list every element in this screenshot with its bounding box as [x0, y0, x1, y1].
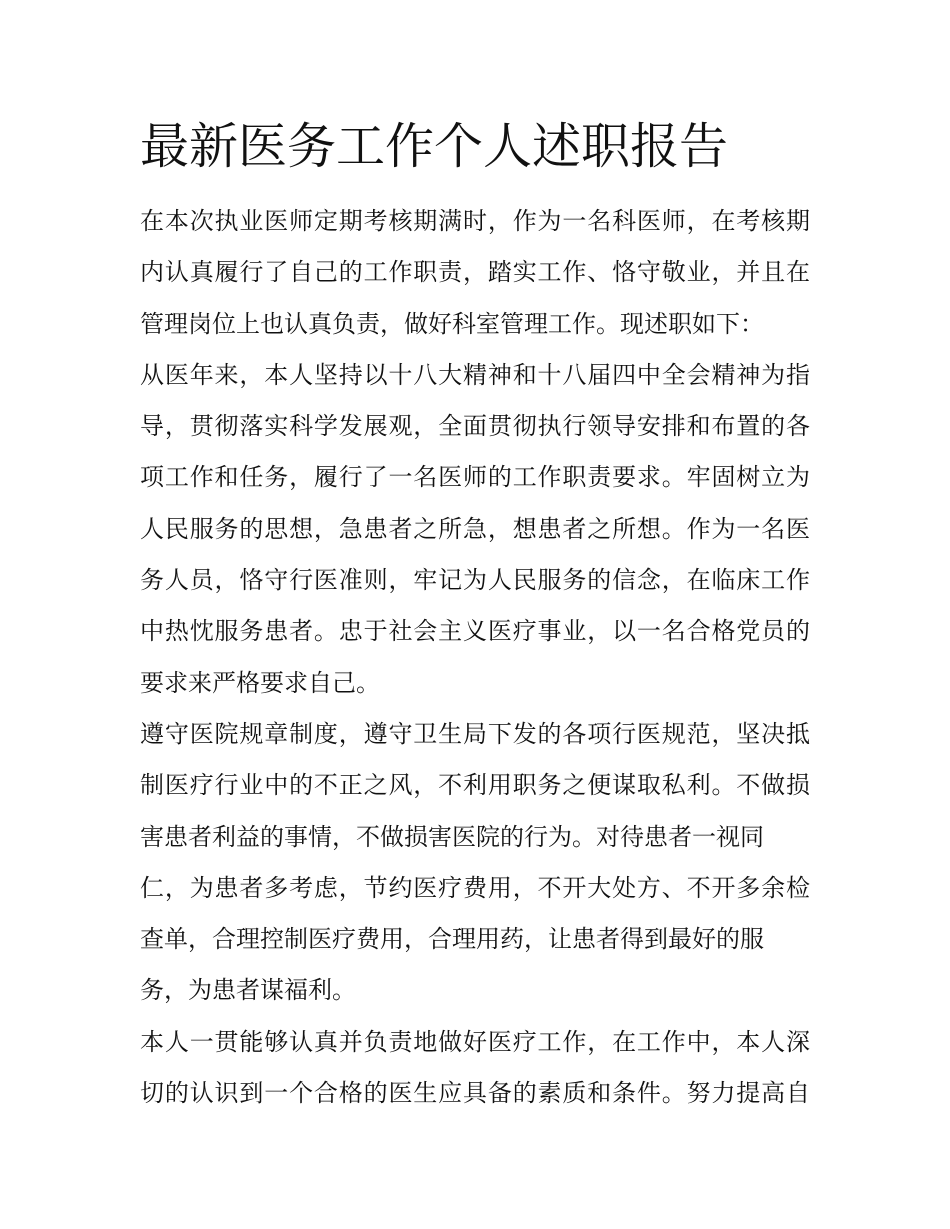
- text-line: 切的认识到一个合格的医生应具备的素质和条件。努力提高自: [140, 1079, 810, 1108]
- text-line: 内认真履行了自己的工作职责，踏实工作、恪守敬业，并且在: [140, 258, 810, 287]
- text-line: 务人员，恪守行医准则，牢记为人民服务的信念，在临床工作: [140, 566, 810, 595]
- document-body: [140, 196, 810, 1119]
- text-line: 项工作和任务，履行了一名医师的工作职责要求。牢固树立为: [140, 463, 810, 492]
- text-line: 查单，合理控制医疗费用，合理用药，让患者得到最好的服: [140, 925, 764, 954]
- text-line: 仁，为患者多考虑，节约医疗费用，不开大处方、不开多余检: [140, 873, 810, 902]
- text-line: 制医疗行业中的不正之风，不利用职务之便谋取私利。不做损: [140, 771, 810, 800]
- text-line: 遵守医院规章制度，遵守卫生局下发的各项行医规范，坚决抵: [140, 719, 810, 748]
- text-line: 导，贯彻落实科学发展观，全面贯彻执行领导安排和布置的各: [140, 412, 810, 441]
- text-line: 害患者利益的事情，不做损害医院的行为。对待患者一视同: [140, 822, 764, 851]
- text-line: 要求来严格要求自己。: [140, 668, 380, 697]
- text-line: 从医年来，本人坚持以十八大精神和十八届四中全会精神为指: [140, 360, 810, 389]
- text-line: 务，为患者谋福利。: [140, 976, 356, 1005]
- text-line: 中热忱服务患者。忠于社会主义医疗事业，以一名合格党员的: [140, 617, 810, 646]
- text-line: 管理岗位上也认真负责，做好科室管理工作。现述职如下：: [140, 309, 764, 338]
- text-line: 本人一贯能够认真并负责地做好医疗工作，在工作中，本人深: [140, 1027, 810, 1056]
- document-title: 最新医务工作个人述职报告: [140, 118, 729, 175]
- text-line: 在本次执业医师定期考核期满时，作为一名科医师，在考核期: [140, 207, 810, 235]
- text-line: 人民服务的思想，急患者之所急，想患者之所想。作为一名医: [140, 514, 810, 543]
